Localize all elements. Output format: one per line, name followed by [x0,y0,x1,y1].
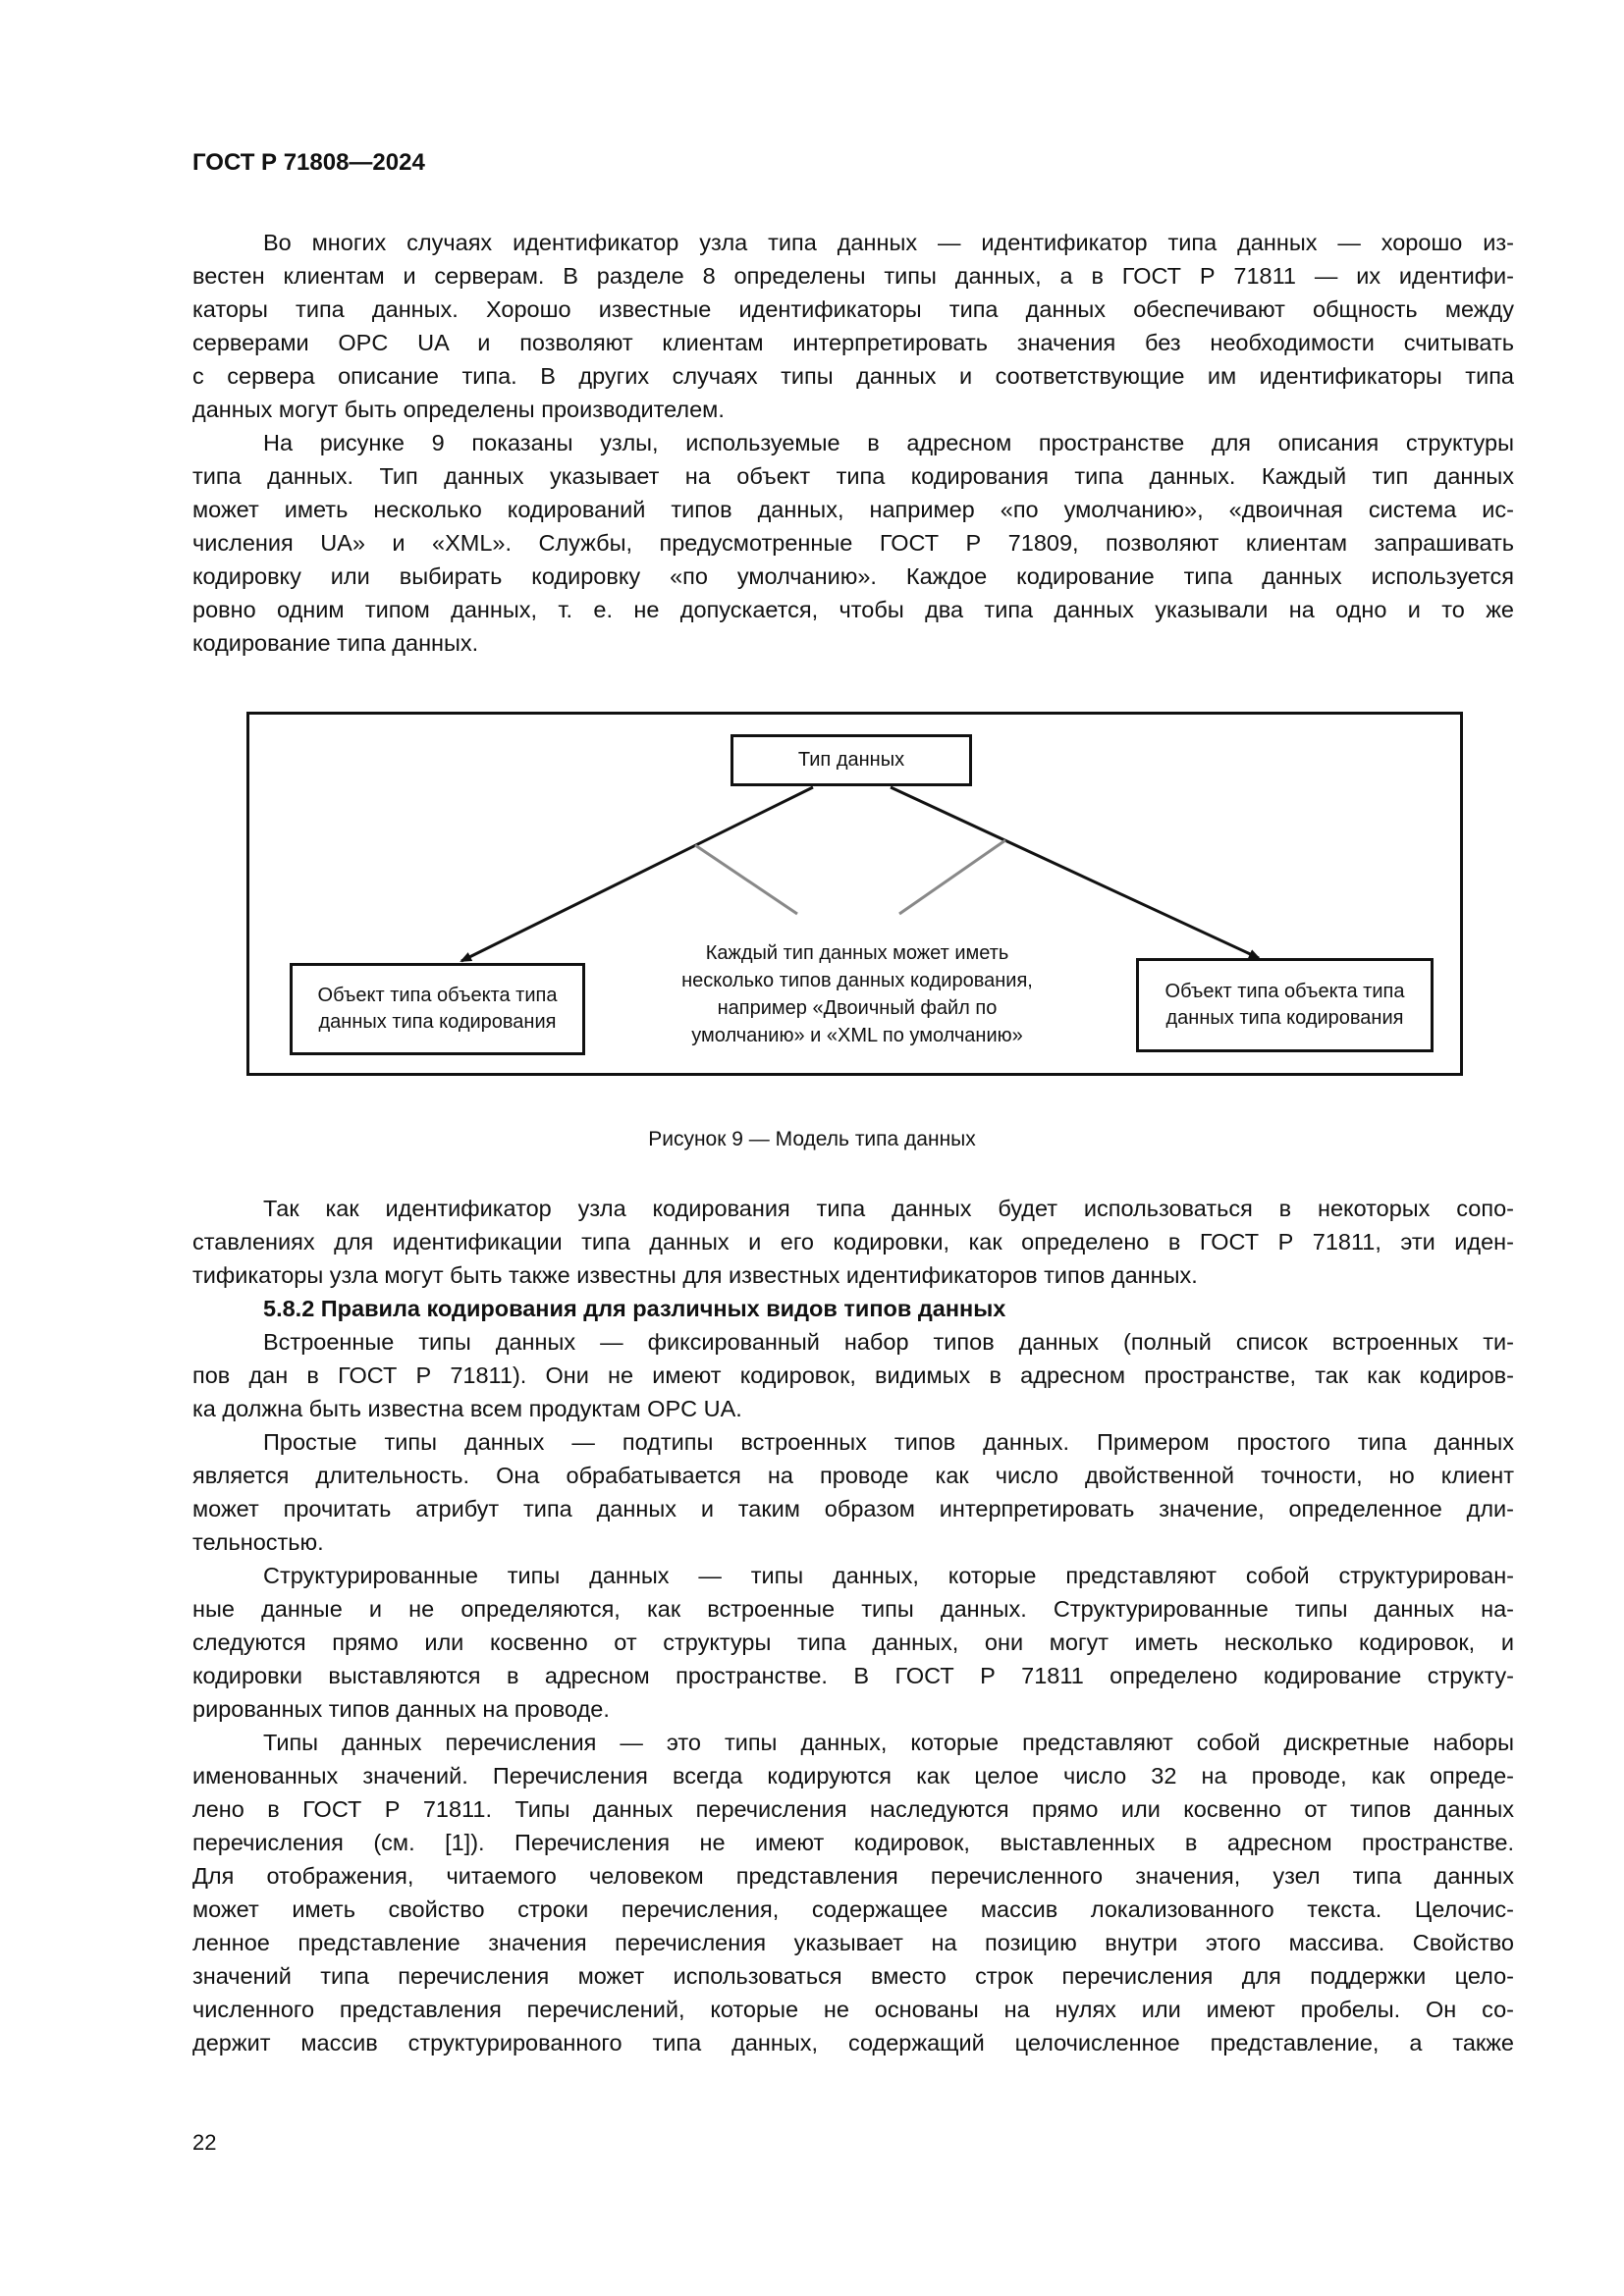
box-line: Объект типа объекта типа [317,985,558,1006]
paragraph-line: каторы типа данных. Хорошо известные идентификаторы типа данных обеспечивают общность между [192,296,1514,322]
paragraph-line: ровно одним типом данных, т. е. не допускается, чтобы два типа данных указывали на одно и то же [192,597,1514,622]
paragraph-line: кодировку или выбирать кодировку «по умолчанию». Каждое кодирование типа данных используется [192,563,1514,589]
data-type-label: Тип данных [797,749,905,771]
box-line: Объект типа объекта типа [1164,981,1405,1002]
paragraph-line: лено в ГОСТ Р 71811. Типы данных перечисления наследуются прямо или косвенно от типов данных [192,1796,1514,1822]
paragraph-line: серверами OPC UA и позволяют клиентам интерпретировать значения без необходимости считывать [192,330,1514,355]
paragraph-line: численного представления перечислений, которые не основаны на нулях или имеют пробелы. Он со- [192,1997,1514,2022]
box-line: данных типа кодирования [318,1011,557,1033]
paragraph-line: может прочитать атрибут типа данных и таким образом интерпретировать значение, определенное дли- [192,1496,1514,1522]
section-heading: 5.8.2 Правила кодирования для различных видов типов данных [263,1296,1006,1321]
paragraph-line: именованных значений. Перечисления всегда кодируются как целое число 32 на проводе, как опреде- [192,1763,1514,1789]
note-pointer-left [695,845,797,914]
encoding-object-box-left [290,963,585,1055]
paragraph-line: значений типа перечисления может использоваться вместо строк перечисления для поддержки цело- [192,1963,1514,1989]
figure-note [607,939,1108,1049]
paragraph-line: Во многих случаях идентификатор узла типа данных — идентификатор типа данных — хорошо из- [263,230,1514,255]
paragraph-line: перечисления (см. [1]). Перечисления не имеют кодировок, выставленных в адресном пространстве. [192,1830,1514,1855]
paragraph-line: кодирование типа данных. [192,630,479,656]
paragraph-line: тификаторы узла могут быть также известны для известных идентификаторов типов данных. [192,1262,1198,1288]
body-text [192,1192,1514,2059]
page-number: 22 [192,2130,217,2155]
paragraph-line: тельностью. [192,1529,324,1555]
paragraph-line: Простые типы данных — подтипы встроенных типов данных. Примером простого типа данных [263,1429,1514,1455]
paragraph-line: На рисунке 9 показаны узлы, используемые в адресном пространстве для описания структуры [263,430,1514,455]
note-line: например «Двоичный файл по [717,997,998,1019]
note-line: несколько типов данных кодирования, [681,970,1033,991]
data-type-box [731,734,972,786]
paragraph-line: Для отображения, читаемого человеком представления перечисленного значения, узел типа данных [192,1863,1514,1889]
paragraph-line: следуются прямо или косвенно от структуры типа данных, они могут иметь несколько кодировок, и [192,1629,1514,1655]
paragraph-line: числения UA» и «XML». Службы, предусмотренные ГОСТ Р 71809, позволяют клиентам запрашивать [192,530,1514,556]
paragraph-line: ные данные и не определяются, как встроенные типы данных. Структурированные типы данных на- [192,1596,1514,1622]
document-header: ГОСТ Р 71808—2024 [192,149,425,176]
paragraph-line: данных могут быть определены производителем. [192,397,725,422]
paragraph-line: Структурированные типы данных — типы данных, которые представляют собой структурирован- [263,1563,1514,1588]
paragraph-line: может иметь свойство строки перечисления, содержащее массив локализованного текста. Целочис- [192,1896,1514,1922]
note-pointer-right [899,840,1005,914]
note-line: Каждый тип данных может иметь [705,942,1009,964]
paragraph-line: держит массив структурированного типа данных, содержащий целочисленное представление, а также [192,2030,1514,2056]
paragraph-line: кодировки выставляются в адресном пространстве. В ГОСТ Р 71811 определено кодирование структу- [192,1663,1514,1688]
paragraph-line: ленное представление значения перечисления указывает на позицию внутри этого массива. Свойство [192,1930,1514,1955]
figure-caption: Рисунок 9 — Модель типа данных [648,1128,976,1150]
paragraph-line: ставлениях для идентификации типа данных и его кодировки, как определено в ГОСТ Р 71811, эти иден- [192,1229,1514,1255]
paragraph-line: Типы данных перечисления — это типы данных, которые представляют собой дискретные наборы [263,1730,1514,1755]
arrow-left [461,787,813,961]
encoding-object-box-right [1136,958,1434,1052]
arrow-right [891,787,1259,958]
paragraph-line: вестен клиентам и серверам. В разделе 8 определены типы данных, а в ГОСТ Р 71811 — их идентифи- [192,263,1514,289]
paragraph-line: рированных типов данных на проводе. [192,1696,610,1722]
box-line: данных типа кодирования [1165,1007,1404,1029]
paragraph-line: может иметь несколько кодирований типов данных, например «по умолчанию», «двоичная система ис- [192,497,1514,522]
paragraph-line: Так как идентификатор узла кодирования типа данных будет использоваться в некоторых сопо- [263,1196,1514,1221]
paragraph-line: ка должна быть известна всем продуктам OPC UA. [192,1396,742,1421]
paragraph-line: с сервера описание типа. В других случаях типы данных и соответствующие им идентификаторы типа [192,363,1514,389]
paragraph-line: типа данных. Тип данных указывает на объект типа кодирования типа данных. Каждый тип данных [192,463,1514,489]
paragraph-line: Встроенные типы данных — фиксированный набор типов данных (полный список встроенных ти- [263,1329,1514,1355]
note-line: умолчанию» и «XML по умолчанию» [691,1025,1023,1046]
paragraph-line: является длительность. Она обрабатывается на проводе как число двойственной точности, но клиент [192,1463,1514,1488]
paragraph-line: пов дан в ГОСТ Р 71811). Они не имеют кодировок, видимых в адресном пространстве, так как кодиров- [192,1362,1514,1388]
